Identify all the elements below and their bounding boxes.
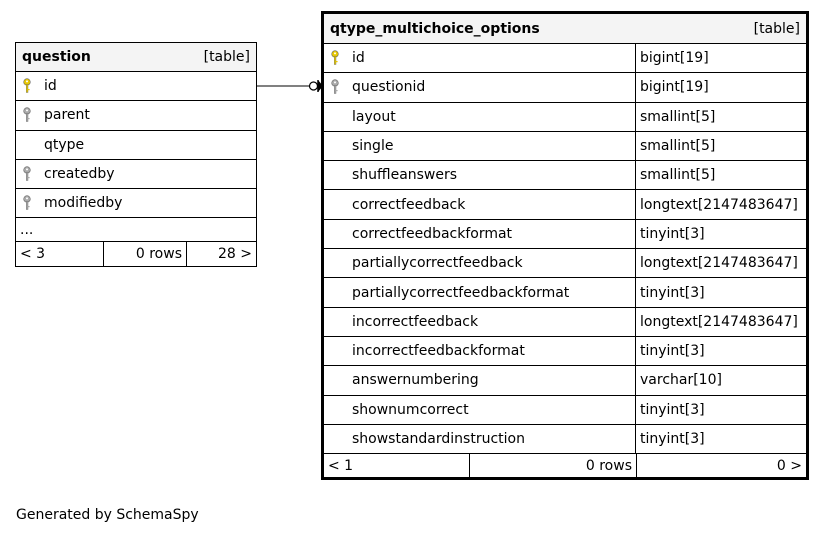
footer-parents[interactable]: < 1 [328,457,354,474]
generated-by-caption: Generated by SchemaSpy [16,507,199,523]
column-name-cell [324,249,635,277]
column-row-answernumbering[interactable] [324,366,806,395]
column-name: incorrectfeedbackformat [352,343,525,360]
column-name: correctfeedbackformat [352,225,513,242]
column-name: id [44,78,57,95]
table-kind: [table] [203,49,250,65]
options-table[interactable] [321,11,809,480]
column-type: tinyint[3] [635,220,806,248]
blank-icon-slot [330,431,352,447]
blank-icon-slot [330,343,352,359]
column-type: tinyint[3] [635,278,806,306]
ellipsis-row [16,218,256,242]
footer-parents[interactable]: < 3 [20,246,46,263]
column-name: questionid [352,79,426,96]
column-row-layout[interactable] [324,103,806,132]
footer-children[interactable]: 28 > [186,242,256,266]
column-name-cell [324,220,635,248]
column-name-cell [16,131,84,159]
column-name: createdby [44,166,115,183]
column-name-cell [324,44,635,72]
column-row-parent[interactable] [16,101,256,130]
blank-icon-slot [330,402,352,418]
blank-icon-slot [22,137,44,153]
column-name-cell [324,132,635,160]
primary-key-icon [22,78,44,94]
column-name-cell [324,366,635,394]
column-name: single [352,138,394,155]
column-row-modifiedby[interactable] [16,189,256,218]
column-row-single[interactable] [324,132,806,161]
column-name-cell [16,160,115,188]
table-name: question [22,49,91,65]
ellipsis: ... [20,221,34,238]
blank-icon-slot [330,226,352,242]
blank-icon-slot [330,167,352,183]
column-row-shownumcorrect[interactable] [324,396,806,425]
column-type: bigint[19] [635,44,806,72]
column-name: layout [352,108,396,125]
column-type: tinyint[3] [635,425,806,453]
primary-key-icon [330,50,352,66]
blank-icon-slot [330,314,352,330]
column-name-cell [16,189,122,217]
table-name: qtype_multichoice_options [330,20,540,37]
column-name-cell [324,337,635,365]
blank-icon-slot [330,372,352,388]
column-name-cell [324,396,635,424]
footer-children[interactable]: 0 > [636,454,806,477]
column-name: parent [44,107,90,124]
footer-rows: 0 rows [469,454,636,477]
blank-icon-slot [330,138,352,154]
column-name: incorrectfeedback [352,313,479,330]
blank-icon-slot [330,285,352,301]
column-type: smallint[5] [635,103,806,131]
column-row-correctfeedback[interactable] [324,190,806,219]
options-table-header[interactable] [324,14,806,44]
column-name: partiallycorrectfeedbackformat [352,284,570,301]
column-name: modifiedby [44,195,123,212]
column-row-questionid[interactable] [324,73,806,102]
column-name: id [352,50,365,67]
column-name-cell [324,425,635,453]
column-row-createdby[interactable] [16,160,256,189]
column-name: correctfeedback [352,196,466,213]
column-type: smallint[5] [635,132,806,160]
column-row-id[interactable] [324,44,806,73]
blank-icon-slot [330,109,352,125]
column-type: longtext[2147483647] [635,190,806,218]
column-name-cell [324,308,635,336]
column-name: partiallycorrectfeedback [352,255,523,272]
question-table-header[interactable] [16,43,256,72]
column-type: tinyint[3] [635,337,806,365]
column-row-incorrectfeedbackformat[interactable] [324,337,806,366]
foreign-key-icon [330,79,352,95]
foreign-key-icon [22,195,44,211]
column-name: shuffleanswers [352,167,458,184]
column-row-qtype[interactable] [16,131,256,160]
column-name: shownumcorrect [352,401,469,418]
column-row-partiallycorrectfeedbackformat[interactable] [324,278,806,307]
column-name-cell [16,101,90,129]
column-type: longtext[2147483647] [635,249,806,277]
blank-icon-slot [330,255,352,271]
footer-rows: 0 rows [103,242,186,266]
column-name-cell [324,73,635,101]
column-name-cell [324,161,635,189]
foreign-key-icon [22,107,44,123]
column-name: showstandardinstruction [352,431,525,447]
column-name-cell [16,72,57,100]
options-table-footer [324,454,806,477]
question-table[interactable] [15,42,257,267]
column-row-incorrectfeedback[interactable] [324,308,806,337]
table-kind: [table] [753,20,800,37]
column-name-cell [324,103,635,131]
column-type: longtext[2147483647] [635,308,806,336]
column-name-cell [324,278,635,306]
blank-icon-slot [330,197,352,213]
column-row-partiallycorrectfeedback[interactable] [324,249,806,278]
column-type: tinyint[3] [635,396,806,424]
question-table-footer [16,242,256,266]
column-name: qtype [44,136,85,153]
column-type: bigint[19] [635,73,806,101]
column-row-shuffleanswers[interactable] [324,161,806,190]
column-name-cell [324,190,635,218]
column-row-showstandardinstruction[interactable] [324,425,806,454]
column-row-id[interactable] [16,72,256,101]
column-type: varchar[10] [635,366,806,394]
column-row-correctfeedbackformat[interactable] [324,220,806,249]
foreign-key-icon [22,166,44,182]
column-type: smallint[5] [635,161,806,189]
column-name: answernumbering [352,372,479,389]
